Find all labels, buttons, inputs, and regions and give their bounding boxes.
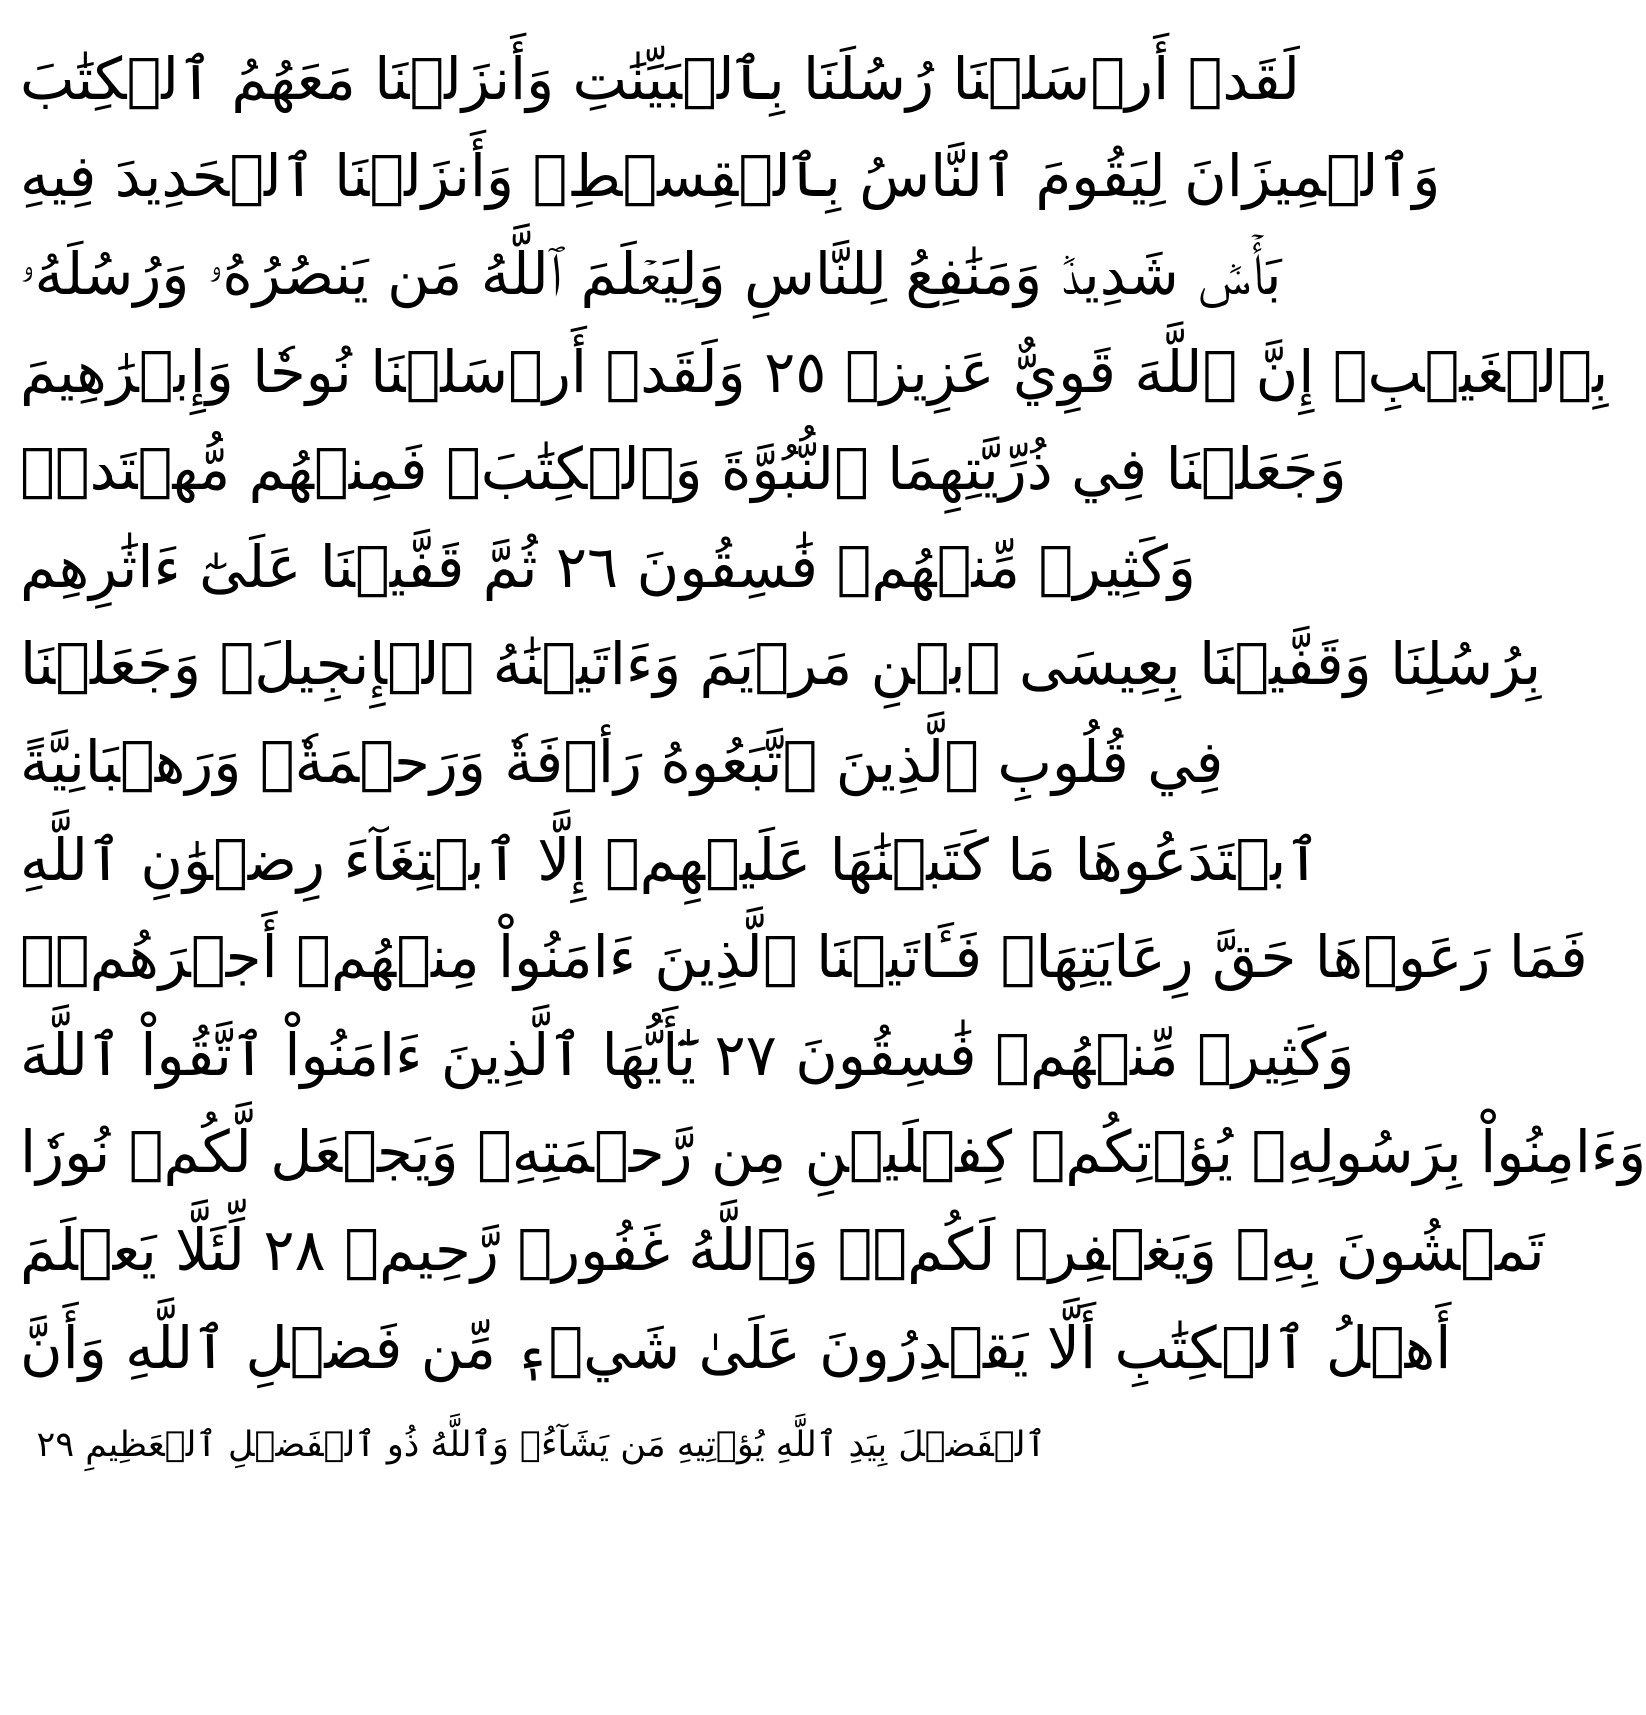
verse-line: فَمَا رَعَوۡهَا حَقَّ رِعَايَتِهَاۖ فَـَٔاتَيۡنَا ٱلَّذِينَ ءَامَنُواْ مِنۡهُمۡ أَجۡرَهُمۡۖ xyxy=(20,923,1588,992)
verse-lines xyxy=(20,30,1646,1690)
verse-line: ٱلۡفَضۡلَ بِيَدِ ٱللَّهِ يُؤۡتِيهِ مَن يَشَآءُۚ وَٱللَّهُ ذُو ٱلۡفَضۡلِ ٱلۡعَظِيمِ ٢٩ xyxy=(36,1424,1046,1465)
verse-line: ٱبۡتَدَعُوهَا مَا كَتَبۡنَٰهَا عَلَيۡهِمۡ إِلَّا ٱبۡتِغَآءَ رِضۡوَٰنِ ٱللَّهِ xyxy=(20,825,1321,894)
verse-line: وَءَامِنُواْ بِرَسُولِهِۦ يُؤۡتِكُمۡ كِفۡلَيۡنِ مِن رَّحۡمَتِهِۦ وَيَجۡعَل لَّكُمۡ نُورٗا xyxy=(20,1118,1646,1187)
verse-line: بِٱلۡغَيۡبِۚ إِنَّ ٱللَّهَ قَوِيٌّ عَزِيزٞ ٢٥ وَلَقَدۡ أَرۡسَلۡنَا نُوحٗا وَإِبۡرَٰهِيمَ xyxy=(20,337,1609,406)
verse-line: لَقَدۡ أَرۡسَلۡنَا رُسُلَنَا بِٱلۡبَيِّنَٰتِ وَأَنزَلۡنَا مَعَهُمُ ٱلۡكِتَٰبَ xyxy=(20,44,1300,113)
verse-line: تَمۡشُونَ بِهِۦ وَيَغۡفِرۡ لَكُمۡۚ وَٱللَّهُ غَفُورٞ رَّحِيمٞ ٢٨ لِّئَلَّا يَعۡلَمَ xyxy=(20,1215,1545,1284)
verse-line: أَهۡلُ ٱلۡكِتَٰبِ أَلَّا يَقۡدِرُونَ عَلَىٰ شَيۡءٖ مِّن فَضۡلِ ٱللَّهِ وَأَنَّ xyxy=(20,1313,1452,1382)
verse-line: بَأۡسٞ شَدِيدٞ وَمَنَٰفِعُ لِلنَّاسِ وَلِيَعۡلَمَ ٱللَّهُ مَن يَنصُرُهُۥ وَرُسُلَهُۥ xyxy=(20,239,1282,308)
verse-line: وَٱلۡمِيزَانَ لِيَقُومَ ٱلنَّاسُ بِٱلۡقِسۡطِۖ وَأَنزَلۡنَا ٱلۡحَدِيدَ فِيهِ xyxy=(20,142,1441,211)
verse-line: وَجَعَلۡنَا فِي ذُرِّيَّتِهِمَا ٱلنُّبُوَّةَ وَٱلۡكِتَٰبَۖ فَمِنۡهُم مُّهۡتَدٖۖ xyxy=(20,435,1347,504)
verse-line: فِي قُلُوبِ ٱلَّذِينَ ٱتَّبَعُوهُ رَأۡفَةٗ وَرَحۡمَةٗۚ وَرَهۡبَانِيَّةً xyxy=(20,727,1224,796)
verse-line: بِرُسُلِنَا وَقَفَّيۡنَا بِعِيسَى ٱبۡنِ مَرۡيَمَ وَءَاتَيۡنَٰهُ ٱلۡإِنجِيلَۖ وَجَعَلۡنَا xyxy=(20,630,1542,699)
verse-line: وَكَثِيرٞ مِّنۡهُمۡ فَٰسِقُونَ ٢٦ ثُمَّ قَفَّيۡنَا عَلَىٰٓ ءَاثَٰرِهِم xyxy=(20,532,1196,601)
verse-line: وَكَثِيرٞ مِّنۡهُمۡ فَٰسِقُونَ ٢٧ يَٰٓأَيُّهَا ٱلَّذِينَ ءَامَنُواْ ٱتَّقُواْ ٱللَّهَ xyxy=(20,1020,1355,1089)
